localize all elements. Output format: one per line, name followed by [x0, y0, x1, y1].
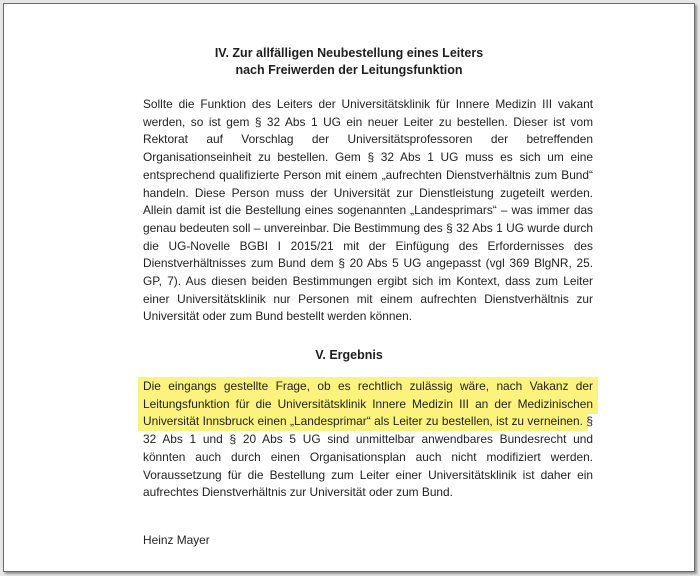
section-iv-title-line1: IV. Zur allfälligen Neubestellung eines Leiters	[214, 46, 484, 60]
section-v-paragraph	[143, 378, 593, 502]
section-v-paragraph-rest: § 32 Abs 1 und § 20 Abs 5 UG sind unmittelbar anwendbares Bundesrecht und könnten auch durch einen Organisationsplan auch nicht modifiziert werden. Voraussetzung für die Bestellung zum Leiter einer Universitätsklinik ist daher ein aufrechtes Dienstverhältnis zur Universität oder zum Bund.	[143, 414, 593, 500]
section-iv-title-line2: nach Freiwerden der Leitungsfunktion	[235, 63, 463, 77]
author-signature: Heinz Mayer	[143, 533, 210, 547]
section-iv-heading	[4, 45, 694, 79]
highlighted-conclusion: Die eingangs gestellte Frage, ob es rechtlich zulässig wäre, nach Vakanz der Leitungsfunktion für die Universitätsklinik Innere Medizin III an der Medizinischen Universität Innsbruck einen „Landesprimar“ als Leiter zu bestellen, ist zu verneinen.	[143, 377, 593, 431]
document-page	[3, 3, 695, 572]
section-iv-paragraph: Sollte die Funktion des Leiters der Universitätsklinik für Innere Medizin III vakant werden, so ist gem § 32 Abs 1 UG ein neuer Leiter zu bestellen. Dieser ist vom Rektorat auf Vorschlag der Universitätsprofessoren der betreffenden Organisationseinheit zu bestellen. Gem § 32 Abs 1 UG muss es sich um eine entsprechend qualifizierte Person mit einem „aufrechten Dienstverhältnis zum Bund“ handeln. Diese Person muss der Universität zur Dienstleistung zugeteilt werden. Allein damit ist die Bestellung eines sogenannten „Landesprimars“ – was immer das genau bedeuten soll – unvereinbar. Die Bestimmung des § 32 Abs 1 UG wurde durch die UG-Novelle BGBI I 2015/21 mit der Einfügung des Erfordernisses des Dienstverhältnisses zum Bund dem § 20 Abs 5 UG angepasst (vgl 369 BlgNR, 25. GP, 7). Aus diesen beiden Bestimmungen ergibt sich im Kontext, dass zum Leiter einer Universitätsklinik nur Personen mit einem aufrechten Dienstverhältnis zur Universität oder zum Bund bestellt werden können.	[143, 97, 593, 324]
section-v-heading: V. Ergebnis	[315, 348, 383, 362]
